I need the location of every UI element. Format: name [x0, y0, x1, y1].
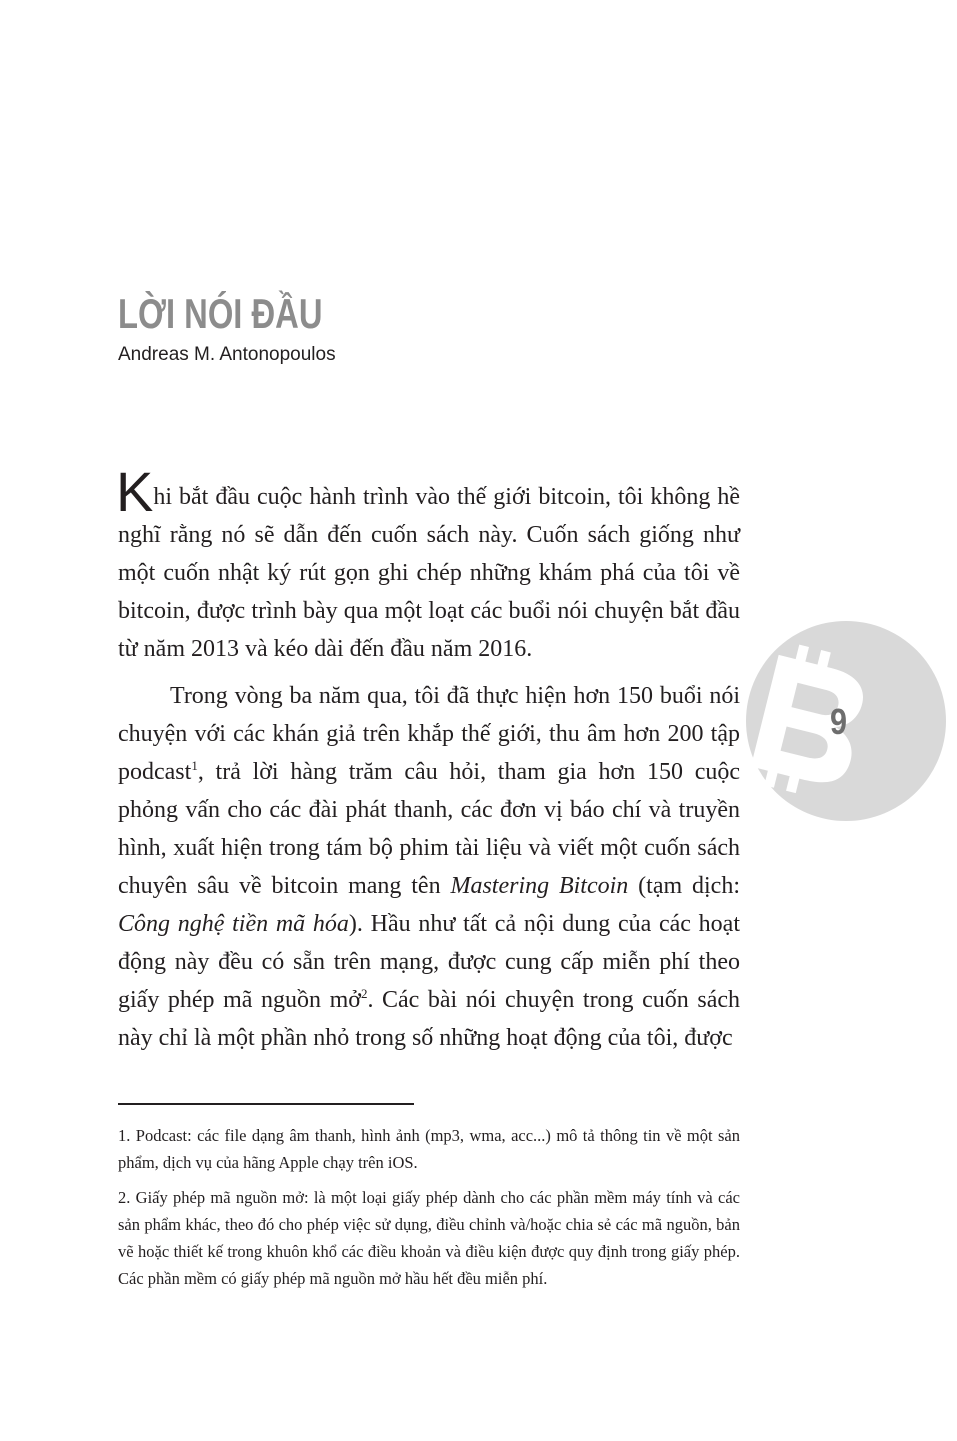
paragraph-2: [118, 677, 740, 1057]
footnote-1: 1. Podcast: các file dạng âm thanh, hình ảnh (mp3, wma, acc...) mô tả thông tin về một sản phẩm, dịch vụ của hãng Apple chạy trên iOS.: [118, 1126, 740, 1172]
footnote-ref-1: 1: [191, 758, 198, 773]
footnotes: [118, 1122, 740, 1292]
footnote-2: 2. Giấy phép mã nguồn mở: là một loại giấy phép dành cho các phần mềm máy tính và các sản phẩm khác, theo đó cho phép việc sử dụng, điều chỉnh và/hoặc chia sẻ các mã nguồn, bản vẽ hoặc thiết kế trong khuôn khổ các điều khoản và điều kiện được quy định trong giấy phép. Các phần mềm có giấy phép mã nguồn mở hầu hết đều miễn phí.: [118, 1188, 740, 1288]
paragraph-2-part-1: Trong vòng ba năm qua, tôi đã thực hiện hơn 150 buổi nói chuyện với các khán giả trên khắp thế giới, thu âm hơn 200 tập podcast: [118, 683, 740, 785]
drop-cap: K: [116, 460, 154, 523]
book-title: Mastering Bitcoin: [450, 873, 629, 899]
translated-title: Công nghệ tiền mã hóa: [118, 911, 349, 937]
body-text: [116, 460, 740, 1057]
chapter-author: Andreas M. Antonopoulos: [118, 344, 336, 365]
page-number: 9: [830, 701, 848, 742]
paragraph-2-part-2: , trả lời hàng trăm câu hỏi, tham gia hơn 150 cuộc phỏng vấn cho các đài phát thanh, các đơn vị báo chí và truyền hình, xuất hiện trong tám bộ phim tài liệu và viết một cuốn sách chuyên sâu về bitcoin mang tên: [118, 759, 740, 899]
chapter-title: LỜI NÓI ĐẦU: [118, 290, 323, 337]
footnote-divider: [118, 1103, 414, 1105]
paragraph-1-text: hi bắt đầu cuộc hành trình vào thế giới bitcoin, tôi không hề nghĩ rằng nó sẽ dẫn đến cuốn sách này. Cuốn sách giống như một cuốn nhật ký rút gọn ghi chép những khám phá của tôi về bitcoin, được trình bày qua một loạt các buổi nói chuyện bắt đầu từ năm 2013 và kéo dài đến đầu năm 2016.: [118, 484, 740, 662]
paragraph-2-part-3: (tạm dịch:: [628, 873, 740, 899]
footnote-ref-2: 2: [360, 986, 368, 1001]
paragraph-1: [116, 460, 740, 668]
paragraph-2-part-5: . Các bài nói chuyện trong cuốn sách này chỉ là một phần nhỏ trong số những hoạt động của tôi, được: [118, 987, 740, 1051]
paragraph-2-part-4: ). Hầu như tất cả nội dung của các hoạt động này đều có sẵn trên mạng, được cung cấp miễn phí theo giấy phép mã nguồn mở: [118, 911, 740, 1013]
